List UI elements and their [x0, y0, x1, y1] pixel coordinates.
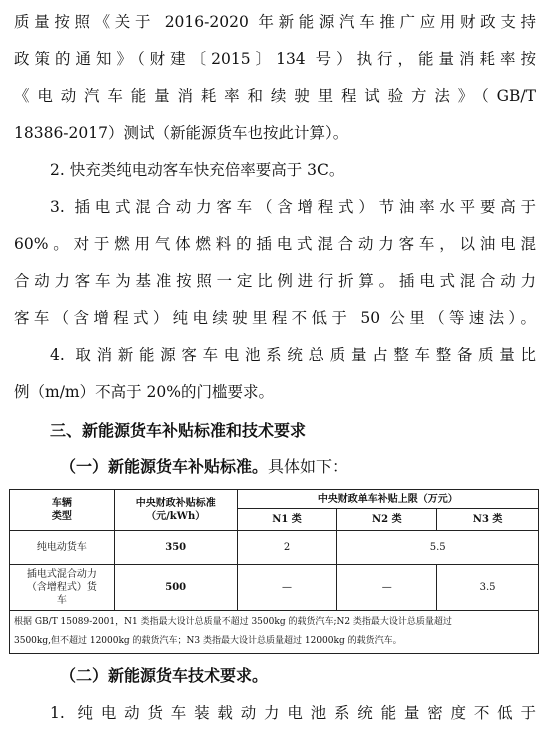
subsidy-table — [9, 489, 539, 654]
cell-standard: 500 — [114, 565, 237, 611]
table-row — [10, 531, 539, 565]
cell-standard: 350 — [114, 531, 237, 565]
body-text-line: 客车（含增程式）纯电续驶里程不低于 50 公里（等速法）。 — [14, 309, 536, 327]
body-text-line: 2. 快充类纯电动客车快充倍率要高于 3C。 — [50, 161, 345, 179]
header-text: 中央财政补贴标准 — [135, 498, 216, 509]
header-n1: N1 类 — [237, 509, 337, 531]
body-text-line: 3. 插电式混合动力客车（含增程式）节油率水平要高于 — [50, 198, 536, 216]
table-row — [10, 565, 539, 611]
cell-n2-n3: 5.5 — [337, 531, 539, 565]
header-text: 车辆 — [51, 498, 72, 509]
body-text-line: 18386-2017）测试（新能源货车也按此计算）。 — [14, 124, 349, 142]
body-text-line: 4. 取消新能源客车电池系统总质量占整车整备质量比 — [50, 346, 536, 364]
subsection-title: （一）新能源货车补贴标准。 — [60, 457, 269, 476]
header-text: （元/kWh） — [146, 511, 206, 522]
cell-n3: 3.5 — [437, 565, 539, 611]
cell-text: 车 — [56, 595, 67, 606]
cell-text: （含增程式）货 — [26, 582, 97, 593]
header-n2: N2 类 — [337, 509, 437, 531]
body-text-line: 《电动汽车能量消耗率和续驶里程试验方法》（GB/T — [14, 87, 536, 105]
body-text-line: 质量按照《关于 2016-2020 年新能源汽车推广应用财政支持 — [14, 13, 536, 31]
header-central-standard — [114, 490, 237, 531]
table-note-row — [10, 611, 539, 654]
table-note — [10, 611, 539, 654]
note-text: 3500kg,但不超过 12000kg 的载货汽车；N3 类指最大设计总质量超过 12000kg 的载货汽车。 — [14, 636, 402, 646]
cell-type — [10, 565, 115, 611]
body-text-line: 政策的通知》（财建〔2015〕134 号）执行，能量消耗率按 — [14, 50, 536, 68]
header-n3: N3 类 — [437, 509, 539, 531]
cell-n1: 2 — [237, 531, 337, 565]
subsection-tail: 具体如下： — [268, 457, 349, 476]
cell-type: 纯电动货车 — [10, 531, 115, 565]
section-heading: 三、新能源货车补贴标准和技术要求 — [50, 421, 307, 440]
header-vehicle-type — [10, 490, 115, 531]
cell-n1: — — [237, 565, 337, 611]
body-text-line: 合动力客车为基准按照一定比例进行折算。插电式混合动力 — [14, 272, 536, 290]
body-text-line: 例（m/m）不高于 20%的门槛要求。 — [14, 383, 274, 401]
subsection-heading: （二）新能源货车技术要求。 — [60, 666, 269, 685]
cell-n2: — — [337, 565, 437, 611]
note-text: 根据 GB/T 15089-2001，N1 类指最大设计总质量不超过 3500kg 的载货汽车;N2 类指最大设计总质量超过 — [14, 617, 452, 627]
cell-text: 插电式混合动力 — [26, 569, 97, 580]
body-text-line: 60%。对于燃用气体燃料的插电式混合动力客车，以油电混 — [14, 235, 536, 253]
header-text: 类型 — [51, 511, 72, 522]
body-text-line: 1. 纯电动货车装载动力电池系统能量密度不低于 — [50, 704, 536, 722]
subsection-heading — [60, 457, 348, 477]
header-subsidy-cap: 中央财政单车补贴上限（万元） — [237, 490, 538, 509]
